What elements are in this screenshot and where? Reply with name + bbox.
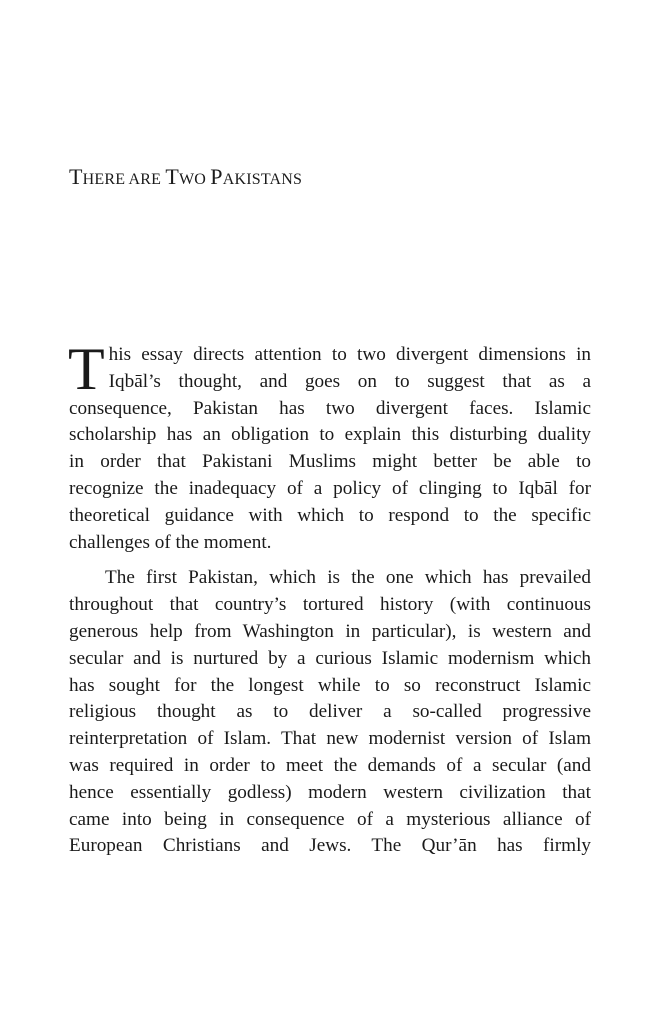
chapter-title (69, 164, 302, 190)
paragraph-gap (69, 556, 591, 565)
title-cap-1: T (69, 164, 83, 189)
text-line: theoretical guidance with which to respond to the specific (69, 504, 591, 526)
title-cap-2: T (165, 164, 179, 189)
drop-cap: T (68, 336, 105, 402)
text-line: hence essentially godless) modern western civilization that (69, 781, 591, 803)
text-line: scholarship has an obligation to explain this disturbing duality (69, 424, 591, 446)
paragraph-1 (68, 336, 591, 556)
book-page (69, 0, 591, 1024)
text-line: secular and is nurtured by a curious Islamic modernism which (69, 647, 591, 669)
text-line: challenges of the moment. (69, 531, 272, 553)
text-line: religious thought as to deliver a so-called progressive (69, 701, 591, 723)
paragraph-2 (69, 565, 591, 860)
text-line: generous help from Washington in particular), is western and (69, 620, 591, 642)
text-line: came into being in consequence of a mysterious alliance of (69, 808, 591, 830)
text-line: European Christians and Jews. The Qur’ān has firmly (69, 835, 591, 857)
text-line: in order that Pakistani Muslims might better be able to (69, 451, 591, 473)
text-line: throughout that country’s tortured history (with continuous (69, 594, 591, 616)
text-line: recognize the inadequacy of a policy of clinging to Iqbāl for (69, 477, 591, 499)
text-line: consequence, Pakistan has two divergent faces. Islamic (69, 397, 591, 419)
text-line: The first Pakistan, which is the one which has prevailed (105, 567, 591, 589)
title-cap-3: P (210, 164, 223, 189)
text-line: Iqbāl’s thought, and goes on to suggest that as a (108, 370, 591, 392)
title-small-3: AKISTANS (222, 171, 303, 188)
title-small-2: WO (178, 171, 211, 188)
text-line: has sought for the longest while to so reconstruct Islamic (69, 674, 591, 696)
text-line: was required in order to meet the demands of a secular (and (69, 754, 591, 776)
text-line: his essay directs attention to two divergent dimensions in (108, 344, 591, 365)
text-line: reinterpretation of Islam. That new modernist version of Islam (69, 728, 591, 750)
title-small-1: HERE ARE (82, 171, 166, 188)
body-text (68, 336, 591, 860)
